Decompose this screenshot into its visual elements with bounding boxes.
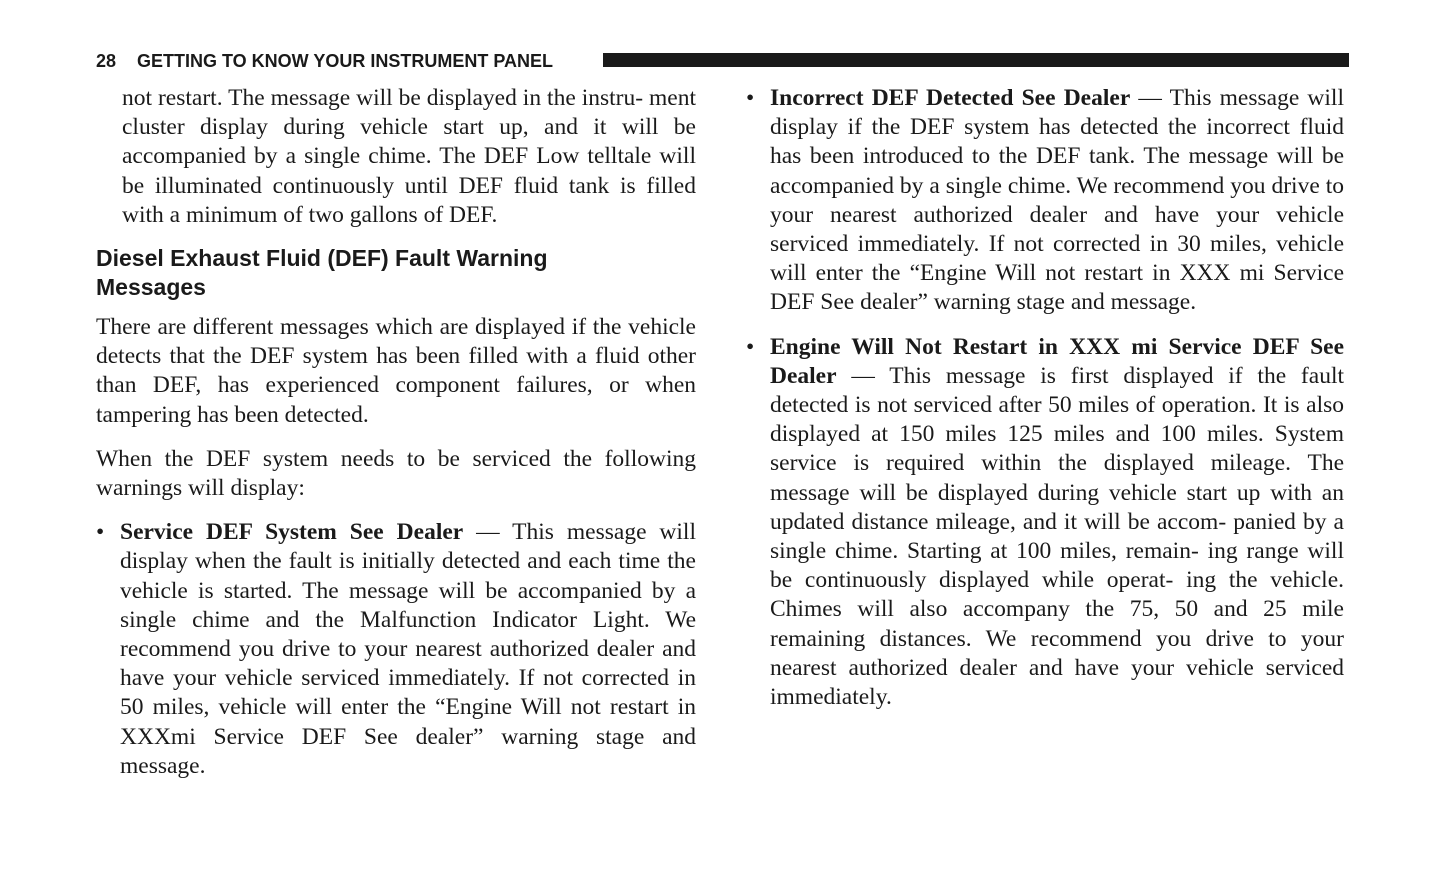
- bullet-body: — This message will display when the fault is initially detected and each time the vehicle is started. The message will be accompanied by a single chime and the Malfunction Indicator Light. We recommend you drive to your nearest authorized dealer and have your vehicle serviced immediately. If not corrected in 50 miles, vehicle will enter the “Engine Will not restart in XXXmi Service DEF See dealer” warning stage and message.: [120, 519, 696, 779]
- bullet-text: [120, 518, 696, 781]
- continued-paragraph: not restart. The message will be displayed in the instru- ment cluster display during vehicle start up, and it will be accompanied by a single chime. The DEF Low telltale will be illuminated continuously until DEF fluid tank is filled with a minimum of two gallons of DEF.: [122, 85, 696, 228]
- left-column: [96, 84, 696, 781]
- section-heading: Diesel Exhaust Fluid (DEF) Fault Warning Messages: [96, 245, 548, 301]
- bullet-icon: •: [96, 519, 105, 546]
- header-rule-bar: [603, 53, 1349, 67]
- intro-paragraph: There are different messages which are displayed if the vehicle detects that the DEF system has been filled with a fluid other than DEF, has experienced component failures, or when tampering has been detected.: [96, 314, 696, 428]
- page-number: 28: [96, 51, 117, 71]
- bullet-lead: Engine Will Not Restart in XXX mi Service DEF See Dealer: [770, 333, 1344, 389]
- section-title: GETTING TO KNOW YOUR INSTRUMENT PANEL: [137, 51, 554, 71]
- bullet-item-incorrect-def: [746, 84, 1344, 318]
- bullet-icon: •: [746, 85, 755, 111]
- page-header: [96, 50, 1349, 72]
- bullet-item-engine-will-not-restart: [746, 333, 1344, 713]
- bullet-text: [770, 84, 1344, 318]
- bullet-text: [770, 333, 1344, 713]
- bullet-body: — This message will display if the DEF system has detected the incorrect fluid has been introduced to the DEF tank. The message will be accompanied by a single chime. We recommend you drive to your nearest authorized dealer and have your vehicle serviced immediately. If not corrected in 30 miles, vehicle will enter the “Engine Will not restart in XXX mi Service DEF See dealer” warning stage and message.: [770, 85, 1344, 316]
- bullet-body: — This message is first displayed if the fault detected is not serviced after 50 miles of operation. It is also displayed at 150 miles 125 miles and 100 miles. System service is required within the displayed mileage. The message will be displayed during vehicle start up with an updated distance mileage, and it will be accom- panied by a single chime. Starting at 100 miles, remain- ing range will be continuously displayed while operat- ing the vehicle. Chimes will also accompany the 75, 50 and 25 mile remaining distances. We recommend you drive to your nearest authorized dealer and have your vehicle serviced immediately.: [770, 362, 1344, 711]
- bullet-item-service-def: [96, 518, 696, 781]
- bullet-lead: Service DEF System See Dealer: [120, 519, 464, 546]
- bullet-lead: Incorrect DEF Detected See Dealer: [770, 85, 1131, 111]
- warnings-paragraph: When the DEF system needs to be serviced the following warnings will display:: [96, 445, 696, 502]
- right-column: [746, 84, 1344, 712]
- bullet-icon: •: [746, 333, 755, 360]
